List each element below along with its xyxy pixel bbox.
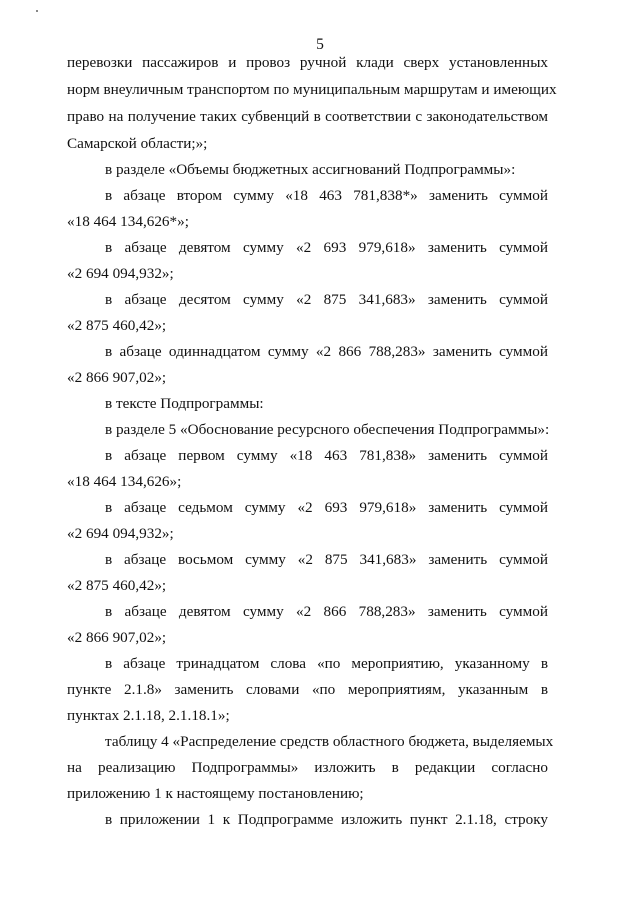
page-number: 5 bbox=[316, 36, 324, 53]
text-line: в разделе «Объемы бюджетных ассигнований Подпрограммы»: bbox=[105, 161, 516, 178]
text-line: «2 866 907,02»; bbox=[67, 369, 167, 386]
text-line: «2 875 460,42»; bbox=[67, 577, 167, 594]
text-line: норм внеуличным транспортом по муниципальным маршрутам и имеющих bbox=[67, 81, 557, 98]
text-line: «2 694 094,932»; bbox=[67, 525, 174, 542]
text-line: «2 866 907,02»; bbox=[67, 629, 167, 646]
text-line: в абзаце втором сумму «18 463 781,838*» заменить суммой bbox=[105, 187, 548, 204]
text-line: в абзаце восьмом сумму «2 875 341,683» заменить суммой bbox=[105, 551, 548, 568]
text-line: в абзаце тринадцатом слова «по мероприятию, указанному в bbox=[105, 655, 548, 672]
scan-dot bbox=[36, 10, 38, 12]
text-line: таблицу 4 «Распределение средств областного бюджета, выделяемых bbox=[105, 733, 554, 750]
text-line: в абзаце седьмом сумму «2 693 979,618» заменить суммой bbox=[105, 499, 548, 516]
text-line: Самарской области;»; bbox=[67, 135, 208, 152]
text-line: в абзаце девятом сумму «2 693 979,618» заменить суммой bbox=[105, 239, 548, 256]
text-line: приложению 1 к настоящему постановлению; bbox=[67, 785, 364, 802]
text-line: «2 694 094,932»; bbox=[67, 265, 174, 282]
text-line: пункте 2.1.8» заменить словами «по мероприятиям, указанным в bbox=[67, 681, 548, 698]
text-line: в абзаце девятом сумму «2 866 788,283» заменить суммой bbox=[105, 603, 548, 620]
text-line: в тексте Подпрограммы: bbox=[105, 395, 264, 412]
text-line: пунктах 2.1.18, 2.1.18.1»; bbox=[67, 707, 230, 724]
text-line: «18 464 134,626*»; bbox=[67, 213, 189, 230]
text-line: «2 875 460,42»; bbox=[67, 317, 167, 334]
text-line: в разделе 5 «Обоснование ресурсного обеспечения Подпрограммы»: bbox=[105, 421, 550, 438]
text-line: в абзаце одиннадцатом сумму «2 866 788,283» заменить суммой bbox=[105, 343, 548, 360]
text-line: «18 464 134,626»; bbox=[67, 473, 182, 490]
text-line: в абзаце десятом сумму «2 875 341,683» заменить суммой bbox=[105, 291, 548, 308]
text-line: в абзаце первом сумму «18 463 781,838» заменить суммой bbox=[105, 447, 548, 464]
text-line: право на получение таких субвенций в соответствии с законодательством bbox=[67, 108, 548, 125]
text-line: в приложении 1 к Подпрограмме изложить пункт 2.1.18, строку bbox=[105, 811, 548, 828]
text-line: на реализацию Подпрограммы» изложить в редакции согласно bbox=[67, 759, 548, 776]
text-line: перевозки пассажиров и провоз ручной клади сверх установленных bbox=[67, 54, 548, 71]
